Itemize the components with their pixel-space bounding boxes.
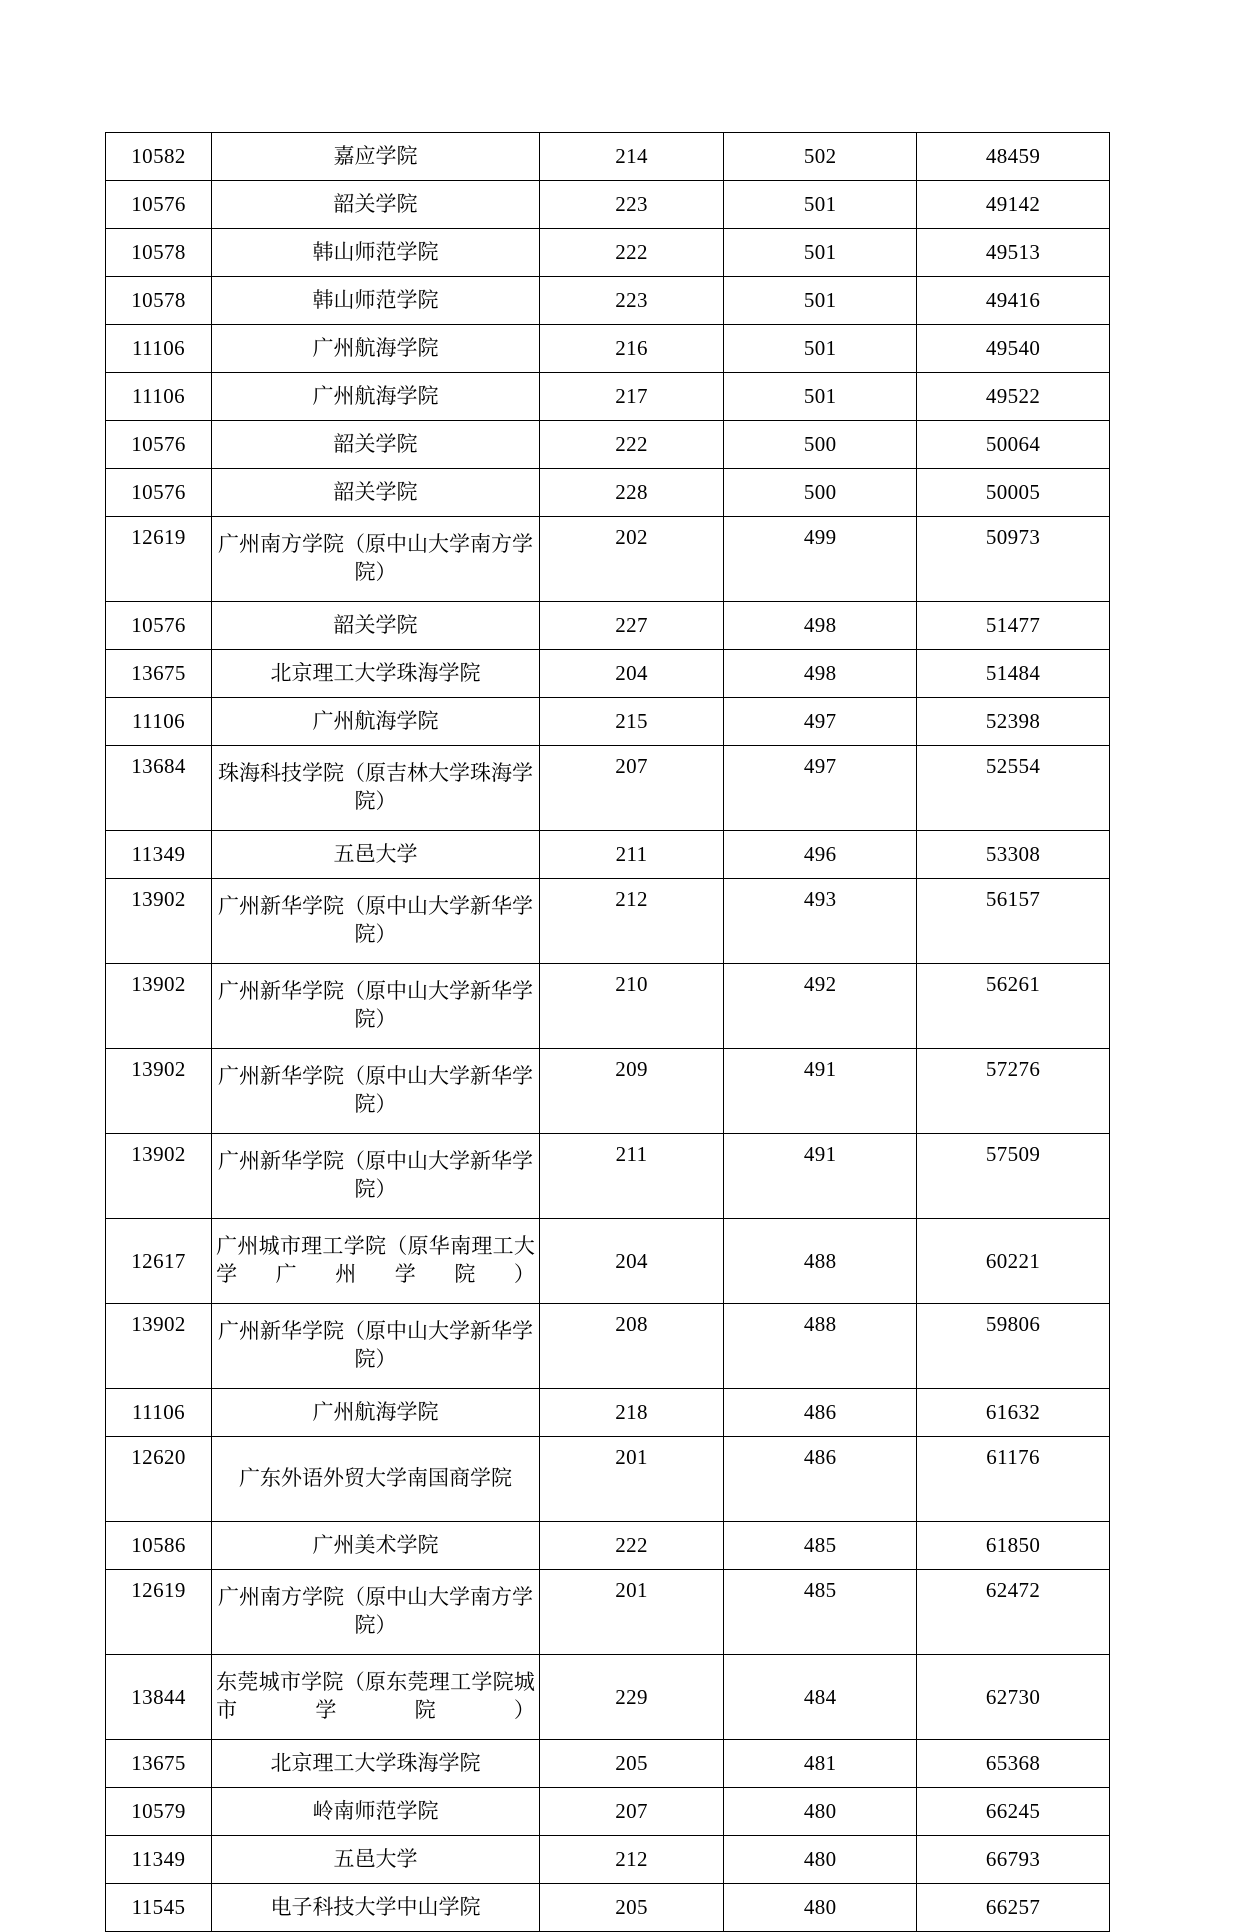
cell-institution-name: 北京理工大学珠海学院 xyxy=(212,650,540,698)
table-row xyxy=(106,879,1110,964)
cell-institution-code: 13684 xyxy=(106,746,212,831)
cell-plan-count: 208 xyxy=(539,1304,723,1389)
table-row xyxy=(106,1522,1110,1570)
cell-institution-name: 广州美术学院 xyxy=(212,1522,540,1570)
cell-rank: 50005 xyxy=(917,469,1110,517)
cell-institution-code: 10576 xyxy=(106,421,212,469)
cell-plan-count: 201 xyxy=(539,1437,723,1522)
table-row xyxy=(106,373,1110,421)
table-row xyxy=(106,602,1110,650)
cell-institution-name: 韶关学院 xyxy=(212,181,540,229)
cell-institution-name: 广州南方学院（原中山大学南方学院） xyxy=(212,517,540,602)
cell-score: 492 xyxy=(724,964,917,1049)
cell-plan-count: 202 xyxy=(539,517,723,602)
cell-institution-name: 岭南师范学院 xyxy=(212,1788,540,1836)
cell-score: 485 xyxy=(724,1570,917,1655)
cell-institution-name: 广州新华学院（原中山大学新华学院） xyxy=(212,964,540,1049)
cell-plan-count: 217 xyxy=(539,373,723,421)
admission-score-table xyxy=(105,132,1110,1932)
cell-institution-code: 10582 xyxy=(106,133,212,181)
table-row xyxy=(106,229,1110,277)
cell-institution-code: 11545 xyxy=(106,1884,212,1932)
cell-plan-count: 204 xyxy=(539,650,723,698)
cell-institution-name: 韶关学院 xyxy=(212,469,540,517)
table-row xyxy=(106,1134,1110,1219)
cell-score: 501 xyxy=(724,277,917,325)
cell-plan-count: 211 xyxy=(539,1134,723,1219)
table-row xyxy=(106,469,1110,517)
cell-rank: 49540 xyxy=(917,325,1110,373)
cell-institution-code: 13902 xyxy=(106,964,212,1049)
cell-plan-count: 214 xyxy=(539,133,723,181)
cell-rank: 50064 xyxy=(917,421,1110,469)
cell-plan-count: 216 xyxy=(539,325,723,373)
cell-plan-count: 205 xyxy=(539,1740,723,1788)
cell-plan-count: 212 xyxy=(539,879,723,964)
cell-institution-name: 五邑大学 xyxy=(212,1836,540,1884)
cell-plan-count: 211 xyxy=(539,831,723,879)
cell-score: 480 xyxy=(724,1788,917,1836)
cell-plan-count: 215 xyxy=(539,698,723,746)
cell-institution-name: 韶关学院 xyxy=(212,602,540,650)
cell-institution-name: 广州南方学院（原中山大学南方学院） xyxy=(212,1570,540,1655)
cell-rank: 56261 xyxy=(917,964,1110,1049)
cell-plan-count: 205 xyxy=(539,1884,723,1932)
table-row xyxy=(106,1219,1110,1304)
cell-institution-name: 韶关学院 xyxy=(212,421,540,469)
cell-plan-count: 222 xyxy=(539,1522,723,1570)
cell-score: 497 xyxy=(724,746,917,831)
cell-rank: 62730 xyxy=(917,1655,1110,1740)
cell-institution-code: 13902 xyxy=(106,1134,212,1219)
cell-plan-count: 223 xyxy=(539,181,723,229)
cell-plan-count: 229 xyxy=(539,1655,723,1740)
cell-plan-count: 207 xyxy=(539,746,723,831)
cell-institution-name: 韩山师范学院 xyxy=(212,229,540,277)
cell-institution-code: 10586 xyxy=(106,1522,212,1570)
table-row xyxy=(106,1740,1110,1788)
cell-plan-count: 207 xyxy=(539,1788,723,1836)
cell-institution-code: 11349 xyxy=(106,831,212,879)
cell-institution-name: 珠海科技学院（原吉林大学珠海学院） xyxy=(212,746,540,831)
cell-score: 501 xyxy=(724,181,917,229)
cell-institution-name: 广州新华学院（原中山大学新华学院） xyxy=(212,1134,540,1219)
cell-score: 486 xyxy=(724,1437,917,1522)
table-row xyxy=(106,746,1110,831)
cell-plan-count: 222 xyxy=(539,229,723,277)
cell-plan-count: 210 xyxy=(539,964,723,1049)
cell-score: 493 xyxy=(724,879,917,964)
cell-plan-count: 227 xyxy=(539,602,723,650)
cell-plan-count: 223 xyxy=(539,277,723,325)
cell-institution-name: 广州新华学院（原中山大学新华学院） xyxy=(212,1304,540,1389)
cell-institution-name: 广州新华学院（原中山大学新华学院） xyxy=(212,1049,540,1134)
cell-score: 501 xyxy=(724,373,917,421)
table-row xyxy=(106,517,1110,602)
table-body xyxy=(106,133,1110,1932)
cell-score: 498 xyxy=(724,602,917,650)
cell-score: 481 xyxy=(724,1740,917,1788)
cell-institution-code: 12617 xyxy=(106,1219,212,1304)
cell-institution-code: 13675 xyxy=(106,1740,212,1788)
cell-plan-count: 201 xyxy=(539,1570,723,1655)
cell-plan-count: 204 xyxy=(539,1219,723,1304)
cell-rank: 51477 xyxy=(917,602,1110,650)
cell-score: 485 xyxy=(724,1522,917,1570)
cell-score: 491 xyxy=(724,1049,917,1134)
cell-institution-code: 10578 xyxy=(106,229,212,277)
cell-score: 497 xyxy=(724,698,917,746)
cell-institution-name: 韩山师范学院 xyxy=(212,277,540,325)
cell-institution-name: 嘉应学院 xyxy=(212,133,540,181)
cell-rank: 62472 xyxy=(917,1570,1110,1655)
cell-rank: 48459 xyxy=(917,133,1110,181)
cell-institution-name: 电子科技大学中山学院 xyxy=(212,1884,540,1932)
cell-institution-code: 10576 xyxy=(106,469,212,517)
cell-institution-code: 11106 xyxy=(106,325,212,373)
cell-institution-name: 东莞城市学院（原东莞理工学院城市学院） xyxy=(212,1655,540,1740)
cell-rank: 61176 xyxy=(917,1437,1110,1522)
cell-institution-code: 11106 xyxy=(106,373,212,421)
cell-score: 480 xyxy=(724,1884,917,1932)
cell-institution-code: 13902 xyxy=(106,1304,212,1389)
cell-rank: 59806 xyxy=(917,1304,1110,1389)
table-row xyxy=(106,964,1110,1049)
cell-score: 500 xyxy=(724,469,917,517)
cell-score: 496 xyxy=(724,831,917,879)
cell-institution-name: 广州城市理工学院（原华南理工大学广州学院） xyxy=(212,1219,540,1304)
cell-institution-code: 11349 xyxy=(106,1836,212,1884)
table-row xyxy=(106,698,1110,746)
cell-score: 488 xyxy=(724,1219,917,1304)
cell-plan-count: 218 xyxy=(539,1389,723,1437)
cell-rank: 50973 xyxy=(917,517,1110,602)
cell-institution-name: 广州航海学院 xyxy=(212,1389,540,1437)
cell-rank: 52554 xyxy=(917,746,1110,831)
cell-institution-code: 12620 xyxy=(106,1437,212,1522)
cell-rank: 57509 xyxy=(917,1134,1110,1219)
cell-institution-name: 广州航海学院 xyxy=(212,325,540,373)
cell-rank: 53308 xyxy=(917,831,1110,879)
cell-institution-code: 10579 xyxy=(106,1788,212,1836)
cell-rank: 61632 xyxy=(917,1389,1110,1437)
cell-rank: 66793 xyxy=(917,1836,1110,1884)
cell-rank: 60221 xyxy=(917,1219,1110,1304)
cell-score: 498 xyxy=(724,650,917,698)
cell-institution-name: 广东外语外贸大学南国商学院 xyxy=(212,1437,540,1522)
cell-plan-count: 228 xyxy=(539,469,723,517)
cell-score: 499 xyxy=(724,517,917,602)
cell-rank: 49522 xyxy=(917,373,1110,421)
cell-institution-name: 广州航海学院 xyxy=(212,373,540,421)
cell-institution-code: 10576 xyxy=(106,181,212,229)
table-row xyxy=(106,421,1110,469)
cell-rank: 57276 xyxy=(917,1049,1110,1134)
cell-plan-count: 222 xyxy=(539,421,723,469)
table-row xyxy=(106,1437,1110,1522)
cell-rank: 56157 xyxy=(917,879,1110,964)
cell-score: 500 xyxy=(724,421,917,469)
cell-plan-count: 212 xyxy=(539,1836,723,1884)
cell-score: 480 xyxy=(724,1836,917,1884)
cell-score: 486 xyxy=(724,1389,917,1437)
cell-score: 491 xyxy=(724,1134,917,1219)
table-row xyxy=(106,277,1110,325)
cell-score: 502 xyxy=(724,133,917,181)
table-row xyxy=(106,831,1110,879)
cell-institution-code: 10578 xyxy=(106,277,212,325)
table-row xyxy=(106,1049,1110,1134)
cell-rank: 66245 xyxy=(917,1788,1110,1836)
cell-score: 484 xyxy=(724,1655,917,1740)
table-row xyxy=(106,1788,1110,1836)
cell-institution-name: 北京理工大学珠海学院 xyxy=(212,1740,540,1788)
cell-institution-code: 13902 xyxy=(106,1049,212,1134)
cell-rank: 65368 xyxy=(917,1740,1110,1788)
cell-plan-count: 209 xyxy=(539,1049,723,1134)
cell-rank: 66257 xyxy=(917,1884,1110,1932)
cell-rank: 49142 xyxy=(917,181,1110,229)
table-row xyxy=(106,1570,1110,1655)
cell-institution-code: 12619 xyxy=(106,1570,212,1655)
table-row xyxy=(106,1836,1110,1884)
table-row xyxy=(106,325,1110,373)
table-row xyxy=(106,1304,1110,1389)
cell-institution-code: 11106 xyxy=(106,1389,212,1437)
cell-rank: 51484 xyxy=(917,650,1110,698)
cell-institution-code: 13902 xyxy=(106,879,212,964)
cell-institution-code: 13675 xyxy=(106,650,212,698)
cell-rank: 52398 xyxy=(917,698,1110,746)
table-row xyxy=(106,1884,1110,1932)
table-row xyxy=(106,133,1110,181)
cell-institution-code: 12619 xyxy=(106,517,212,602)
table-row xyxy=(106,1655,1110,1740)
table-row xyxy=(106,181,1110,229)
cell-rank: 61850 xyxy=(917,1522,1110,1570)
table-row xyxy=(106,1389,1110,1437)
cell-institution-code: 11106 xyxy=(106,698,212,746)
cell-institution-name: 五邑大学 xyxy=(212,831,540,879)
cell-score: 501 xyxy=(724,325,917,373)
cell-institution-name: 广州航海学院 xyxy=(212,698,540,746)
cell-rank: 49416 xyxy=(917,277,1110,325)
cell-institution-code: 13844 xyxy=(106,1655,212,1740)
cell-institution-name: 广州新华学院（原中山大学新华学院） xyxy=(212,879,540,964)
cell-rank: 49513 xyxy=(917,229,1110,277)
cell-institution-code: 10576 xyxy=(106,602,212,650)
cell-score: 501 xyxy=(724,229,917,277)
cell-score: 488 xyxy=(724,1304,917,1389)
table-row xyxy=(106,650,1110,698)
